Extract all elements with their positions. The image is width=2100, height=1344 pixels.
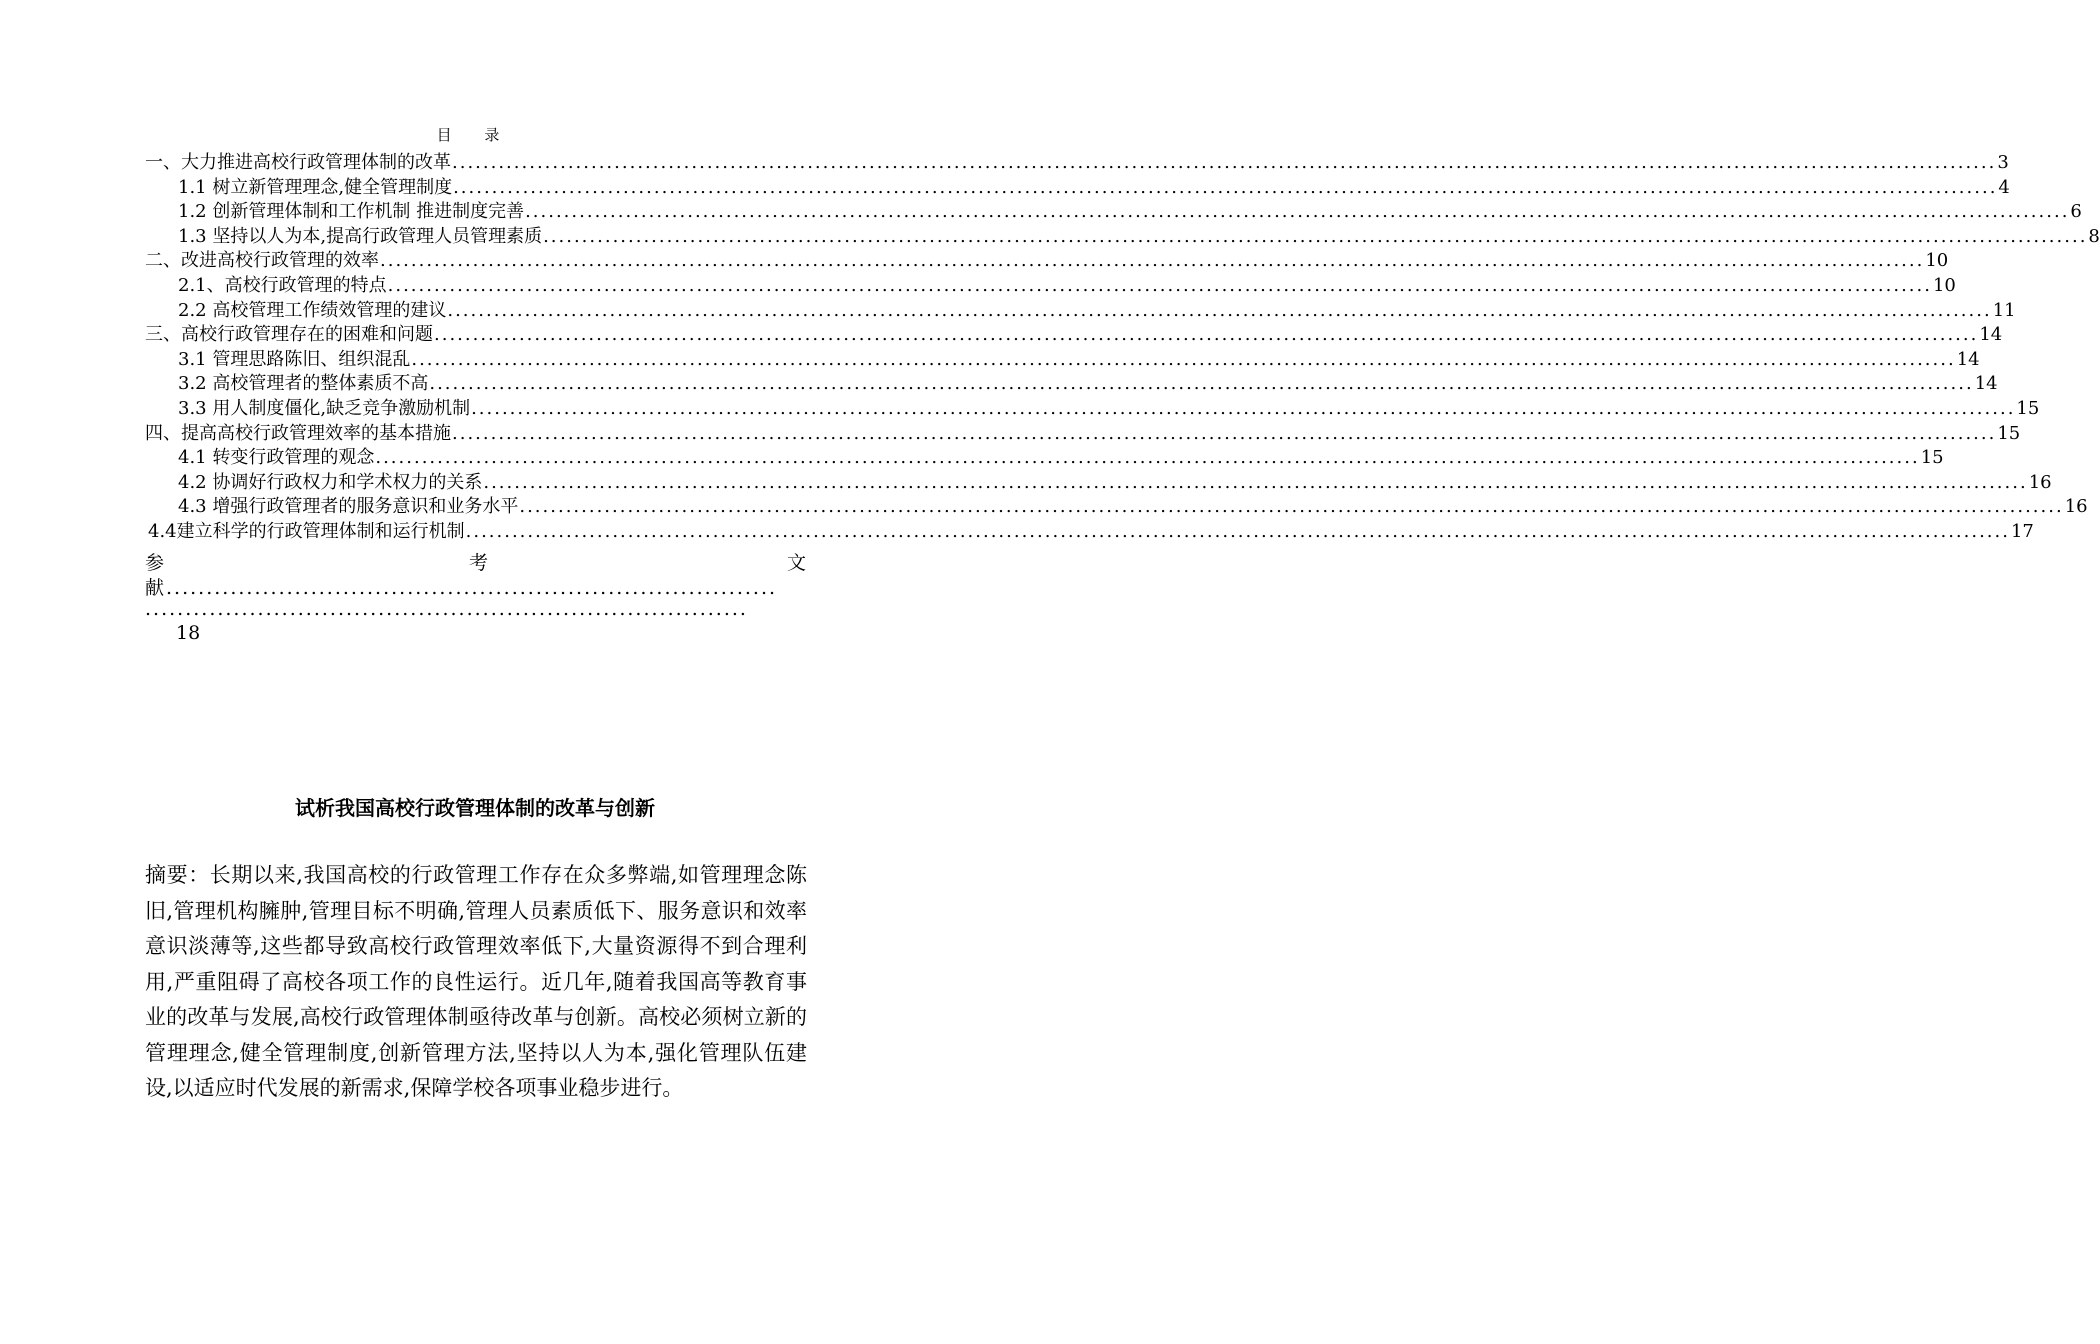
- toc-entry[interactable]: [145, 296, 2016, 321]
- toc-entry-title: 4.2 协调好行政权力和学术权力的关系: [178, 471, 483, 493]
- toc-entry[interactable]: [145, 394, 2040, 419]
- toc-leader-dots: ........................................................................................................................................................................................................: [387, 274, 1932, 296]
- toc-leader-dots: ........................................................................................................................................................................................................: [519, 496, 2064, 518]
- toc-entry-page: 14: [1979, 324, 2003, 346]
- toc-entry[interactable]: [145, 197, 2082, 223]
- toc-entry-page: 8: [2088, 225, 2100, 247]
- toc-leader-dots: ............................................................................: [166, 577, 778, 599]
- toc-entry-page: 14: [1974, 373, 1998, 395]
- table-of-contents: [145, 148, 2100, 542]
- toc-entry[interactable]: [145, 246, 1949, 272]
- toc-leader-dots: ........................................................................................................................................................................................................: [375, 447, 1920, 469]
- toc-entry-title: 4.1 转变行政管理的观念: [178, 447, 375, 469]
- references-char: 考: [469, 552, 489, 574]
- toc-leader-dots: ........................................................................................................................................................................................................: [452, 422, 1997, 444]
- toc-entry-title: 二、改进高校行政管理的效率: [145, 250, 379, 272]
- toc-entry-page: 15: [1920, 447, 1944, 469]
- toc-entry[interactable]: [145, 173, 2010, 198]
- toc-entry-page: 3: [1997, 152, 2009, 173]
- references-char: 献: [145, 577, 167, 599]
- toc-entry-title: 3.1 管理思路陈旧、组织混乱: [178, 348, 411, 370]
- toc-entry-title: 1.2 创新管理体制和工作机制 推进制度完善: [178, 201, 525, 223]
- toc-entry[interactable]: [145, 320, 2003, 346]
- toc-leader-dots: ........................................................................................................................................................................................................: [453, 176, 1998, 198]
- toc-references-leader: [145, 573, 807, 599]
- toc-leader-dots: ........................................................................................................................................................................................................: [465, 520, 2010, 542]
- toc-leader-dots: ........................................................................................................................................................................................................: [543, 225, 2088, 247]
- toc-entry[interactable]: [145, 148, 2009, 173]
- toc-entry-page: 16: [2064, 496, 2088, 518]
- toc-entry-page: 16: [2028, 471, 2052, 493]
- toc-entry-title: 3.2 高校管理者的整体素质不高: [178, 373, 429, 395]
- toc-leader-dots: ........................................................................................................................................................................................................: [525, 201, 2070, 223]
- toc-entry[interactable]: [145, 345, 1980, 370]
- toc-entry-title: 三、高校行政管理存在的困难和问题: [145, 324, 433, 346]
- toc-entry-page: 15: [1997, 422, 2021, 444]
- toc-leader-dots: ........................................................................................................................................................................................................: [483, 471, 2028, 493]
- toc-leader-dots: ........................................................................................................................................................................................................: [452, 152, 1997, 173]
- toc-entry-title: 一、大力推进高校行政管理体制的改革: [145, 152, 451, 173]
- toc-entry[interactable]: [145, 369, 1998, 395]
- toc-entry[interactable]: [145, 271, 1956, 296]
- toc-entry-title: 2.2 高校管理工作绩效管理的建议: [178, 299, 447, 321]
- toc-entry-title: 4.3 增强行政管理者的服务意识和业务水平: [178, 496, 519, 518]
- toc-leader-dots: ........................................................................................................................................................................................................: [411, 348, 1956, 370]
- toc-references-heading: [145, 548, 807, 574]
- toc-entry-title: 1.3 坚持以人为本,提高行政管理人员管理素质: [178, 225, 543, 247]
- toc-leader-dots: ........................................................................................................................................................................................................: [429, 373, 1974, 395]
- references-char: 参: [145, 552, 165, 574]
- toc-references-leader-cont: ...........................................................................: [145, 598, 748, 620]
- toc-title: 目 录: [436, 126, 514, 144]
- toc-leader-dots: ........................................................................................................................................................................................................: [447, 299, 1992, 321]
- toc-entry-title: 四、提高高校行政管理效率的基本措施: [145, 422, 451, 444]
- toc-entry-title: 2.1、高校行政管理的特点: [178, 274, 387, 296]
- toc-entry-title: 3.3 用人制度僵化,缺乏竞争激励机制: [178, 397, 471, 419]
- toc-entry[interactable]: [145, 468, 2052, 493]
- abstract-paragraph: 摘要：长期以来,我国高校的行政管理工作存在众多弊端,如管理理念陈旧,管理机构臃肿,管理目标不明确,管理人员素质低下、服务意识和效率意识淡薄等,这些都导致高校行政管理效率低下,大量资源得不到合理利用,严重阻碍了高校各项工作的良性运行。近几年,随着我国高等教育事业的改革与发展,高校行政管理体制亟待改革与创新。高校必须树立新的管理理念,健全管理制度,创新管理方法,坚持以人为本,强化管理队伍建设,以适应时代发展的新需求,保障学校各项事业稳步进行。: [145, 863, 807, 1100]
- toc-references-page: 18: [176, 622, 201, 644]
- references-char: 文: [787, 552, 807, 574]
- toc-entry[interactable]: [145, 443, 1944, 469]
- toc-entry[interactable]: [145, 222, 2100, 247]
- toc-entry-page: 14: [1956, 348, 1980, 370]
- toc-leader-dots: ........................................................................................................................................................................................................: [380, 250, 1925, 272]
- toc-leader-dots: ........................................................................................................................................................................................................: [471, 397, 2016, 419]
- toc-entry-title: 1.1 树立新管理理念,健全管理制度: [178, 176, 453, 198]
- toc-entry[interactable]: [145, 492, 2088, 518]
- document-title: 试析我国高校行政管理体制的改革与创新: [295, 796, 655, 820]
- toc-leader-dots: ........................................................................................................................................................................................................: [434, 324, 1979, 346]
- toc-entry-page: 10: [1932, 274, 1956, 296]
- toc-entry-page: 4: [1998, 176, 2010, 198]
- toc-entry-page: 6: [2070, 201, 2082, 223]
- toc-entry-title: 4.4建立科学的行政管理体制和运行机制: [148, 520, 465, 542]
- toc-entry-page: 11: [1992, 299, 2016, 321]
- toc-entry-page: 17: [2010, 520, 2034, 542]
- toc-entry[interactable]: [145, 419, 2021, 444]
- toc-entry[interactable]: [145, 517, 2034, 542]
- toc-entry-page: 10: [1925, 250, 1949, 272]
- toc-entry-page: 15: [2016, 397, 2040, 419]
